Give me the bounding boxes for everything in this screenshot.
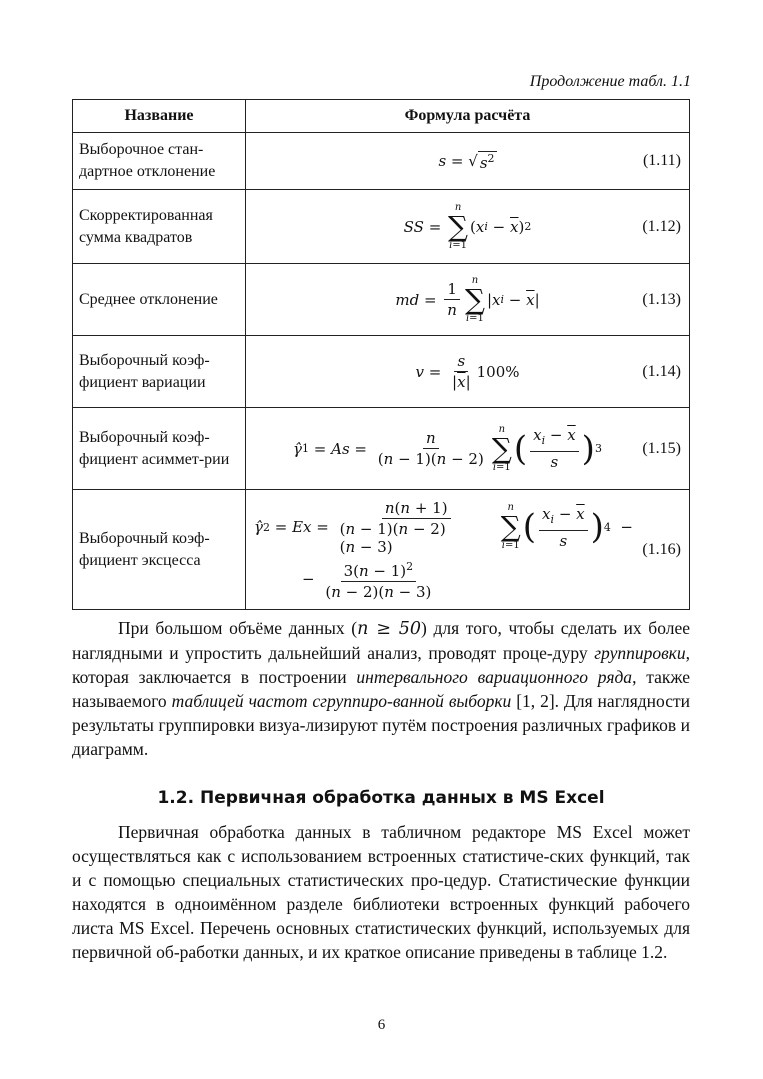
header-formula: Формула расчёта	[246, 100, 690, 133]
equation-number: (1.14)	[642, 362, 681, 380]
table-row	[73, 190, 690, 264]
row-name: Выборочный коэф-фициент вариации	[73, 336, 246, 408]
table-row	[73, 264, 690, 336]
row-name: Выборочное стан-дартное отклонение	[73, 133, 246, 190]
formula-kurtosis: γ̂ 2 = Ex = $\frac{n(n + 1)}{(n - 1)(n - 2)(n - 3)}$ n ∑ i=1 ( $\frac{x_i - \overline{x}}{s}$ ) 4 − − $\frac{3(n - 1)^2}{(n - 2)(n - 3)}$	[254, 498, 633, 601]
header-name: Название	[73, 100, 246, 133]
formula-cell	[246, 336, 690, 408]
table-continuation-caption: Продолжение табл. 1.1	[529, 73, 691, 90]
equation-number: (1.12)	[642, 217, 681, 235]
equation-number: (1.11)	[642, 152, 681, 169]
formula-variation-coefficient: v = $\frac{s}{|\overline{x}|}$ 100%	[415, 352, 520, 391]
row-name: Выборочный коэф-фициент эксцесса	[73, 490, 246, 610]
row-name: Скорректированная сумма квадратов	[73, 190, 246, 264]
table-row	[73, 133, 690, 190]
formula-cell	[246, 408, 690, 490]
paragraph-excel: Первичная обработка данных в табличном редакторе MS Excel может осуществляться как с использованием встроенных статистиче-ских функций, так и с помощью специальных статистических про-цедур. Статистические функции находятся в одноимённом разделе библиотеки встроенных функций рабочего листа MS Excel. Перечень основных статистических функций, используемых для первичной об-работки данных, и их краткое описание приведены в таблице 1.2.	[72, 822, 690, 962]
equation-number: (1.15)	[642, 439, 681, 457]
formula-cell	[246, 133, 690, 190]
formula-skewness: γ̂ 1 = As = $\frac{n}{(n - 1)(n - 2)}$ n ∑ i=1 ( $\frac{x_i - \overline{x}}{s}$ ) 3	[293, 423, 602, 473]
page-number: 6	[377, 1017, 386, 1033]
formula-table	[72, 99, 690, 610]
table-row	[73, 336, 690, 408]
equation-number: (1.16)	[642, 540, 681, 558]
row-name: Выборочный коэф-фициент асиммет-рии	[73, 408, 246, 490]
formula-sum-squares: SS = n ∑ i=1 ( x i − $\overline{x}$ ) 2	[403, 201, 532, 251]
equation-number: (1.13)	[642, 290, 681, 308]
table-header-row	[73, 100, 690, 133]
formula-cell	[246, 190, 690, 264]
formula-cell	[246, 490, 690, 610]
section-heading: 1.2. Первичная обработка данных в MS Excel	[157, 788, 605, 808]
formula-cell	[246, 264, 690, 336]
formula-std-deviation: s = √ $s^2$	[438, 151, 495, 172]
formula-mean-deviation: md = $\frac{1}{n}$ n ∑ i=1 | x i − $\overline{x}$ |	[395, 274, 540, 324]
paragraph-grouping: При большом объёме данных (n ≥ 50) для того, чтобы сделать их более наглядными и упростить дальнейший анализ, проводят проце-дуру группировки, которая заключается в построении интервального вариационного ряда, также называемого таблицей частот сгруппиро-ванной выборки [1, 2]. Для наглядности результаты группировки визуа-лизируют путём построения различных графиков и диаграмм.	[72, 618, 691, 759]
row-name: Среднее отклонение	[73, 264, 246, 336]
table-row	[73, 408, 690, 490]
inline-math: n ≥ 50	[357, 619, 421, 639]
table-row	[73, 490, 690, 610]
